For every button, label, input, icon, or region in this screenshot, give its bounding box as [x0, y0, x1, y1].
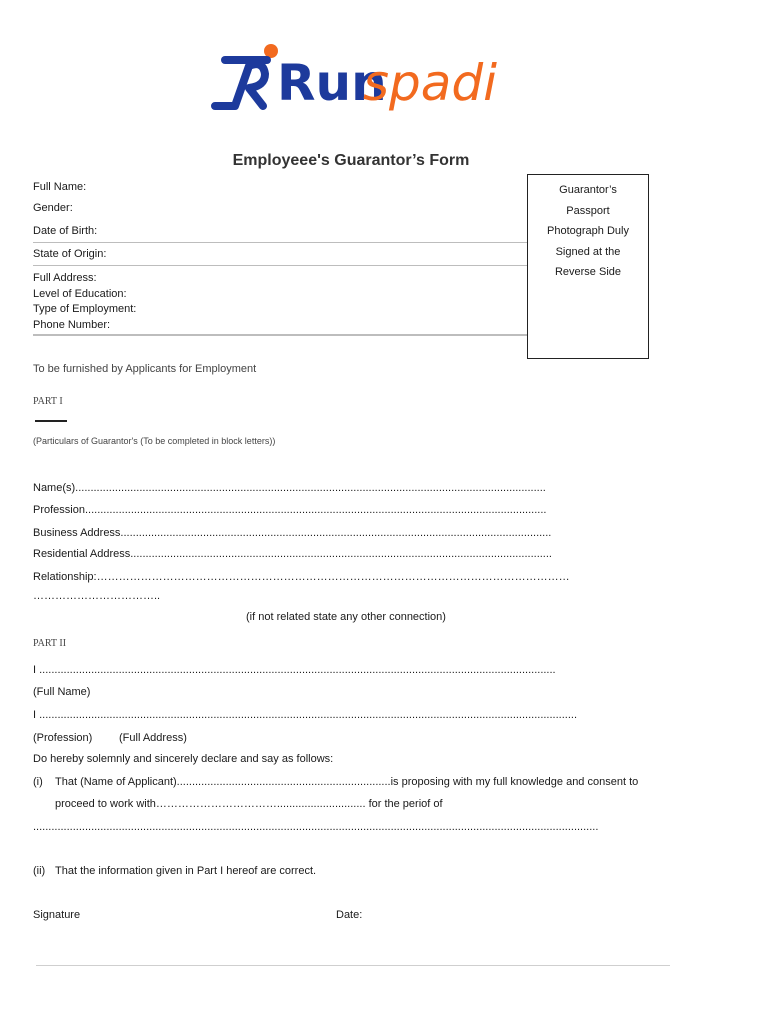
furnished-note: To be furnished by Applicants for Employment — [33, 363, 257, 375]
guarantor-names-field[interactable]: Name(s).......................................................................................................................................................... — [33, 482, 546, 494]
divider — [33, 334, 527, 336]
photo-line: Reverse Side — [554, 266, 622, 278]
passport-photo-box — [527, 174, 649, 359]
logo-text-dark: Run — [277, 54, 387, 112]
profession-caption: (Profession) — [33, 732, 93, 744]
guarantor-residential-address-field[interactable]: Residential Address.......................................................................................................................................... — [33, 548, 552, 560]
not-related-note: (if not related state any other connection) — [246, 611, 446, 623]
photo-line: Passport — [566, 204, 610, 217]
logo-text-light: spadi — [363, 54, 498, 112]
declarant-name-field[interactable]: I ......................................................................................................................................................................... — [33, 664, 556, 676]
divider — [33, 265, 527, 266]
declarant-profession-address-field[interactable]: I ................................................................................................................................................................................ — [33, 709, 577, 721]
full-address-label: Full Address: — [33, 272, 97, 284]
period-field[interactable]: ......................................................................................................................................................................................... — [33, 821, 599, 833]
photo-line: Guarantor’s — [559, 184, 617, 196]
date-label: Date: — [336, 909, 363, 921]
gender-label: Gender: — [33, 202, 73, 214]
signature-label: Signature — [33, 909, 81, 921]
employment-label: Type of Employment: — [33, 303, 137, 315]
photo-line: Signed at the — [555, 245, 621, 258]
guarantor-profession-field[interactable]: Profession....................................................................................................................................................... — [33, 504, 547, 516]
item-i-continuation[interactable]: proceed to work with……………………………............................. for the periof of — [55, 798, 443, 810]
item-ii-text: That the information given in Part I hereof are correct. — [55, 865, 317, 877]
runspadi-logo-graphic — [205, 38, 505, 120]
photo-line: Photograph Duly — [547, 225, 629, 237]
part2-heading: PART II — [33, 638, 67, 649]
guarantor-business-address-field[interactable]: Business Address............................................................................................................................................. — [33, 527, 552, 539]
footer-divider — [36, 965, 670, 966]
declaration-text: Do hereby solemnly and sincerely declare and say as follows: — [33, 753, 334, 765]
runspadi-logo — [205, 38, 505, 120]
relationship-continuation-field[interactable]: …………………………….. — [33, 590, 161, 602]
guarantor-relationship-field[interactable]: Relationship:………………………………………………………………………………………………………………… — [33, 571, 570, 583]
part1-heading: PART I — [33, 396, 63, 407]
full-name-label: Full Name: — [33, 181, 87, 193]
dob-label: Date of Birth: — [33, 225, 98, 237]
item-ii-number: (ii) — [33, 865, 46, 877]
item-i-text[interactable]: That (Name of Applicant)......................................................................is proposing with my full knowledge and consent to — [55, 776, 639, 788]
item-i-number: (i) — [33, 776, 43, 788]
part1-subheading: (Particulars of Guarantor's (To be completed in block letters)) — [33, 436, 276, 446]
full-address-caption: (Full Address) — [119, 732, 187, 744]
phone-label: Phone Number: — [33, 319, 111, 331]
education-label: Level of Education: — [33, 288, 127, 300]
full-name-caption: (Full Name) — [33, 686, 91, 698]
state-of-origin-label: State of Origin: — [33, 248, 107, 260]
divider — [33, 242, 527, 243]
part1-underline — [35, 420, 67, 422]
form-title: Employeee's Guarantor’s Form — [232, 152, 470, 169]
